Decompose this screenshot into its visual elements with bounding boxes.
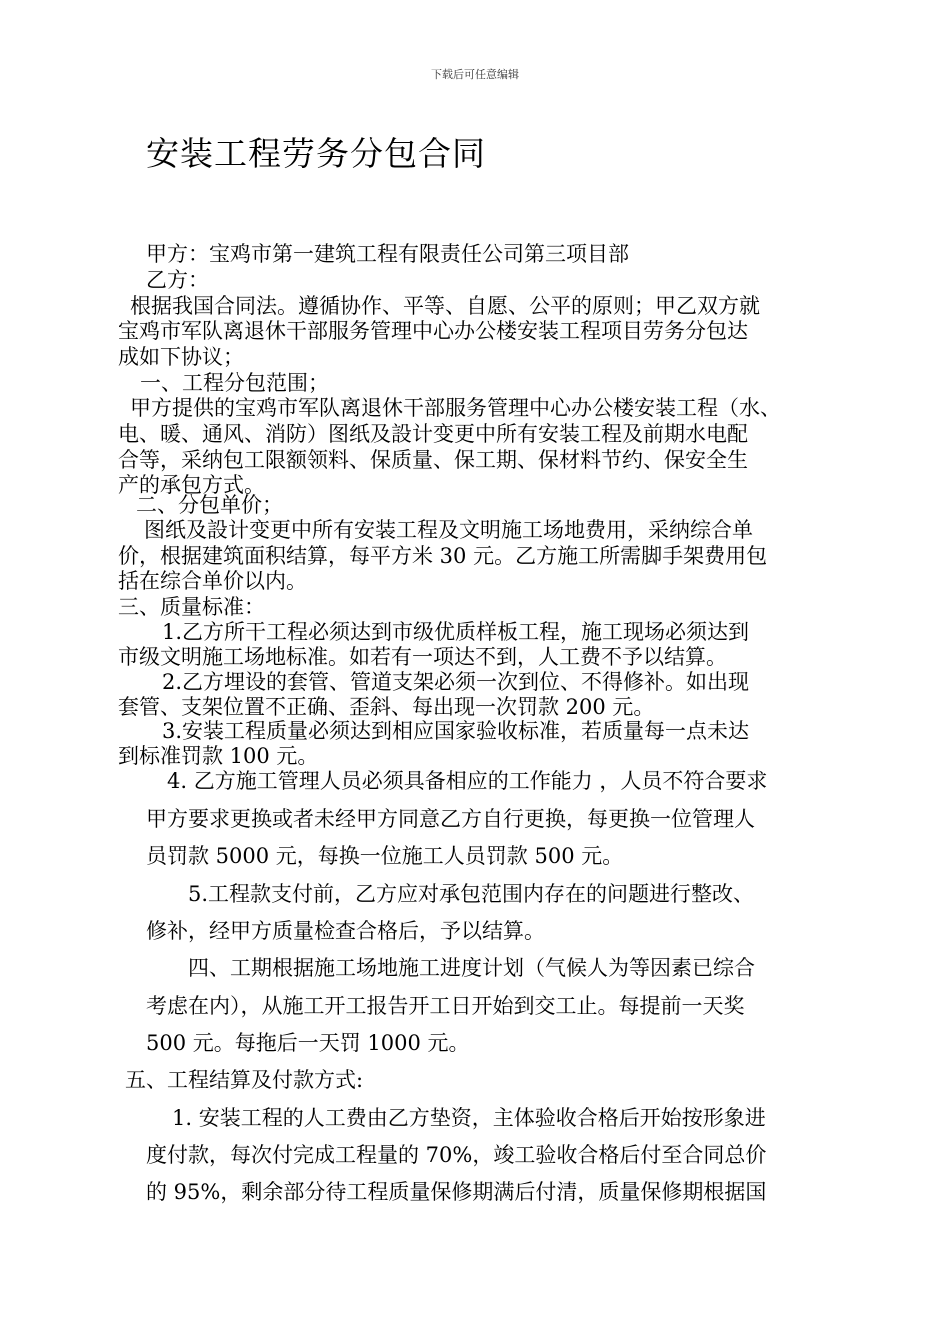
clause-line: 1. 安装工程的人工费由乙方垫资，主体验收合格后开始按形象进 [172,1106,766,1130]
clause-line: 5.工程款支付前，乙方应对承包范围内存在的问题进行整改、 [188,882,755,906]
clause-line: 到标准罚款 100 元。 [118,744,319,768]
clause-line: 1.乙方所干工程必须达到市级优质样板工程，施工现场必须达到 [162,620,750,644]
paragraph-line: 合等，采纳包工限额领料、保质量、保工期、保材料节约、保安全生 [118,448,748,472]
section-heading: 一、工程分包范围； [140,371,329,395]
clause-line: 市级文明施工场地标准。如若有一项达不到，人工费不予以结算。 [118,645,727,669]
clause-line: 修补，经甲方质量检查合格后，予以结算。 [146,919,545,943]
section-heading: 二、分包单价； [136,493,283,517]
clause-line: 4. 乙方施工管理人员必须具备相应的工作能力 ，人员不符合要求 [167,769,768,793]
clause-line: 甲方要求更换或者未经甲方同意乙方自行更换，每更换一位管理人 [146,807,755,831]
clause-line: 2.乙方埋设的套管、管道支架必须一次到位、不得修补。如出现 [162,670,750,694]
clause-line: 的 95%，剩余部分待工程质量保修期满后付清，质量保修期根据国 [146,1180,767,1204]
paragraph-line: 成如下协议； [118,345,244,369]
clause-line: 员罚款 5000 元，每换一位施工人员罚款 500 元。 [146,844,624,868]
page-header: 下载后可任意编辑 [431,68,519,81]
paragraph-line: 电、暖、通风、消防）图纸及設计变更中所有安装工程及前期水电配 [118,422,748,446]
paragraph-line: 括在综合单价以内。 [118,569,307,593]
paragraph-line: 图纸及設计变更中所有安装工程及文明施工场地费用，采纳综合单 [144,518,753,542]
paragraph-line: 宝鸡市军队离退休干部服务管理中心办公楼安装工程项目劳务分包达 [118,319,748,343]
section-heading: 三、质量标准： [118,595,265,619]
paragraph-line: 考虑在内），从施工开工报告开工日开始到交工止。每提前一天奖 [146,994,745,1018]
section-heading: 五、工程结算及付款方式: [125,1068,364,1092]
clause-line: 3.安装工程质量必须达到相应国家验收标准，若质量每一点未达 [162,719,750,743]
document-title: 安装工程劳务分包合同 [146,134,486,173]
party-b-line: 乙方： [146,268,209,292]
paragraph-line: 甲方提供的宝鸡市军队离退休干部服务管理中心办公楼安装工程（水、 [130,396,781,420]
paragraph-line: 500 元。每拖后一天罚 1000 元。 [146,1031,470,1055]
section-heading: 四、工期根据施工场地施工进度计划（气候人为等因素已综合 [188,956,755,980]
party-a-line: 甲方：宝鸡市第一建筑工程有限责任公司第三项目部 [146,242,629,266]
clause-line: 度付款，每次付完成工程量的 70%，竣工验收合格后付至合同总价 [146,1143,767,1167]
clause-line: 套管、支架位置不正确、歪斜、每出现一次罚款 200 元。 [118,695,655,719]
paragraph-line: 根据我国合同法。遵循协作、平等、自愿、公平的原则；甲乙双方就 [130,294,760,318]
paragraph-line: 产的承包方式。 [118,473,265,497]
paragraph-line: 价，根据建筑面积结算，每平方米 30 元。乙方施工所需脚手架费用包 [118,544,768,568]
